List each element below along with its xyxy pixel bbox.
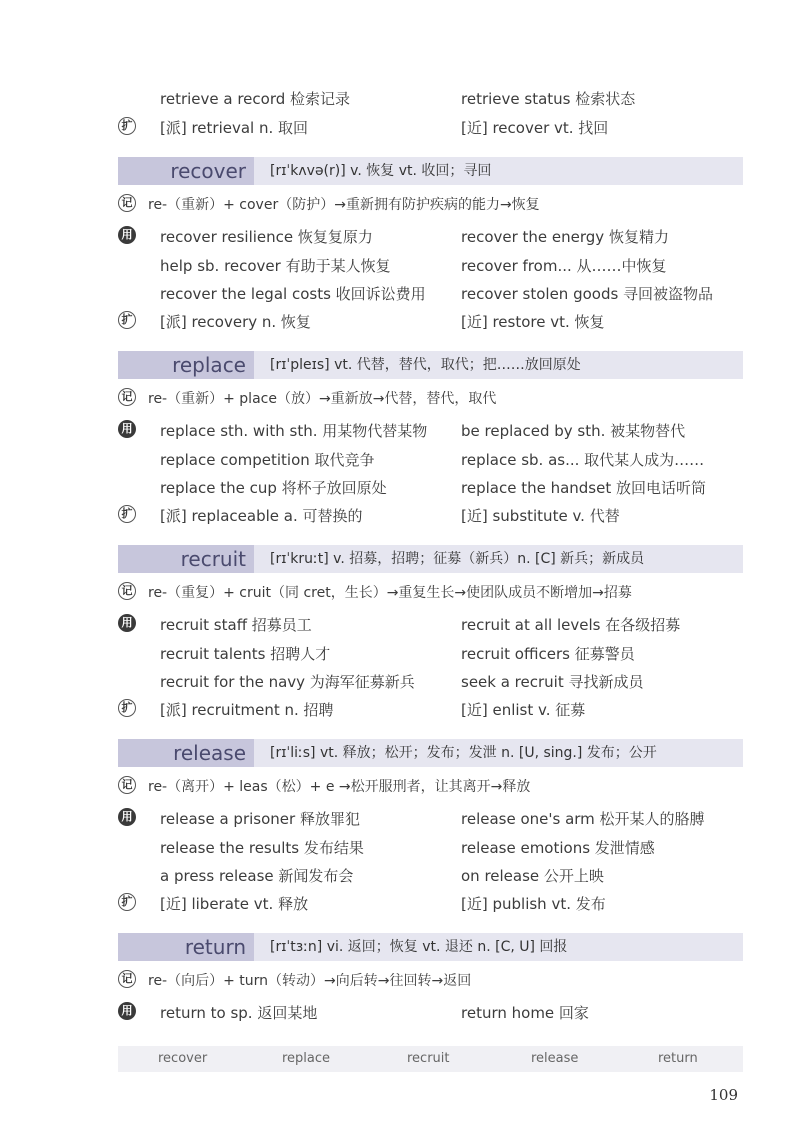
usage-phrase: release the results 发布结果 <box>160 839 364 857</box>
ext-phrase: [派] replaceable a. 可替换的 <box>160 507 363 525</box>
usage-phrase: a press release 新闻发布会 <box>160 867 354 885</box>
ext-row <box>118 505 743 531</box>
usage-phrase: recruit talents 招聘人才 <box>160 645 331 663</box>
headword: return <box>118 933 254 961</box>
usage-row <box>118 671 743 697</box>
ext-mark-icon: 扩 <box>118 699 136 717</box>
ext-phrase: [派] recovery n. 恢复 <box>160 313 311 331</box>
usage-phrase: help sb. recover 有助于某人恢复 <box>160 257 391 275</box>
ext-mark-icon: 扩 <box>118 505 136 523</box>
headword: recover <box>118 157 254 185</box>
top-usage-row <box>118 88 743 114</box>
ext-phrase: [派] retrieval n. 取回 <box>160 119 309 137</box>
ext-phrase: [近] restore vt. 恢复 <box>461 313 605 331</box>
definition: [rɪˈpleɪs] vt. 代替，替代，取代；把……放回原处 <box>270 357 581 373</box>
usage-phrase: be replaced by sth. 被某物替代 <box>461 422 686 440</box>
headword: recruit <box>118 545 254 573</box>
usage-row <box>118 226 743 252</box>
top-ext-row <box>118 117 743 143</box>
footer-word: return <box>658 1051 698 1066</box>
headword: replace <box>118 351 254 379</box>
usage-row <box>118 255 743 281</box>
usage-phrase: recover resilience 恢复复原力 <box>160 228 373 246</box>
usage-row <box>118 614 743 640</box>
definition: [rɪˈkʌvə(r)] v. 恢复 vt. 收回；寻回 <box>270 163 492 179</box>
ext-phrase: [近] recover vt. 找回 <box>461 119 609 137</box>
memory-mark-icon: 记 <box>118 970 136 988</box>
entry-header-return <box>118 933 743 961</box>
usage-phrase: return to sp. 返回某地 <box>160 1004 318 1022</box>
memory-row <box>118 776 743 802</box>
memory-row <box>118 194 743 220</box>
ext-phrase: [派] recruitment n. 招聘 <box>160 701 334 719</box>
usage-phrase: recover from... 从……中恢复 <box>461 257 667 275</box>
usage-phrase: replace the cup 将杯子放回原处 <box>160 479 387 497</box>
ext-mark-icon: 扩 <box>118 311 136 329</box>
usage-phrase: replace sth. with sth. 用某物代替某物 <box>160 422 428 440</box>
page-number: 109 <box>709 1086 738 1104</box>
ext-row <box>118 893 743 919</box>
usage-phrase: replace competition 取代竞争 <box>160 451 375 469</box>
ext-phrase: [近] enlist v. 征募 <box>461 701 586 719</box>
definition: [rɪˈtɜːn] vi. 返回；恢复 vt. 退还 n. [C, U] 回报 <box>270 939 568 955</box>
headword: release <box>118 739 254 767</box>
memory-row <box>118 970 743 996</box>
usage-row <box>118 643 743 669</box>
memory-text: re-（离开）+ leas（松）+ e →松开服刑者，让其离开→释放 <box>148 779 531 795</box>
memory-text: re-（重新）+ place（放）→重新放→代替，替代，取代 <box>148 391 497 407</box>
usage-phrase: retrieve a record 检索记录 <box>160 90 351 108</box>
footer-word: replace <box>282 1051 331 1066</box>
usage-row <box>118 865 743 891</box>
footer-word: recover <box>158 1051 208 1066</box>
usage-phrase: retrieve status 检索状态 <box>461 90 636 108</box>
usage-phrase: recover the energy 恢复精力 <box>461 228 669 246</box>
usage-phrase: recruit officers 征募警员 <box>461 645 635 663</box>
footer-word-strip <box>118 1046 743 1072</box>
entry-header-recover <box>118 157 743 185</box>
usage-phrase: return home 回家 <box>461 1004 589 1022</box>
usage-phrase: replace the handset 放回电话听筒 <box>461 479 706 497</box>
ext-row <box>118 699 743 725</box>
ext-row <box>118 311 743 337</box>
usage-phrase: recruit for the navy 为海军征募新兵 <box>160 673 415 691</box>
usage-mark-icon: 用 <box>118 614 136 632</box>
ext-mark-icon: 扩 <box>118 893 136 911</box>
memory-text: re-（重复）+ cruit（同 cret，生长）→重复生长→使团队成员不断增加→招募 <box>148 585 632 601</box>
entry-header-replace <box>118 351 743 379</box>
usage-phrase: release one's arm 松开某人的胳膊 <box>461 810 705 828</box>
memory-row <box>118 388 743 414</box>
entry-header-release <box>118 739 743 767</box>
usage-mark-icon: 用 <box>118 226 136 244</box>
memory-text: re-（重新）+ cover（防护）→重新拥有防护疾病的能力→恢复 <box>148 197 540 213</box>
usage-mark-icon: 用 <box>118 1002 136 1020</box>
usage-phrase: recover the legal costs 收回诉讼费用 <box>160 285 426 303</box>
usage-phrase: replace sb. as... 取代某人成为…… <box>461 451 705 469</box>
definition: [rɪˈliːs] vt. 释放；松开；发布；发泄 n. [U, sing.] 发布；公开 <box>270 745 657 761</box>
usage-phrase: recover stolen goods 寻回被盗物品 <box>461 285 714 303</box>
footer-word: recruit <box>407 1051 450 1066</box>
usage-row <box>118 449 743 475</box>
memory-text: re-（向后）+ turn（转动）→向后转→往回转→返回 <box>148 973 472 989</box>
usage-phrase: release a prisoner 释放罪犯 <box>160 810 360 828</box>
memory-row <box>118 582 743 608</box>
memory-mark-icon: 记 <box>118 582 136 600</box>
definition: [rɪˈkruːt] v. 招募，招聘；征募（新兵）n. [C] 新兵；新成员 <box>270 551 645 567</box>
usage-row <box>118 477 743 503</box>
usage-phrase: recruit at all levels 在各级招募 <box>461 616 681 634</box>
ext-phrase: [近] substitute v. 代替 <box>461 507 620 525</box>
memory-mark-icon: 记 <box>118 776 136 794</box>
usage-mark-icon: 用 <box>118 420 136 438</box>
usage-row <box>118 1002 743 1028</box>
entry-header-recruit <box>118 545 743 573</box>
memory-mark-icon: 记 <box>118 388 136 406</box>
usage-row <box>118 837 743 863</box>
usage-mark-icon: 用 <box>118 808 136 826</box>
usage-phrase: seek a recruit 寻找新成员 <box>461 673 644 691</box>
usage-row <box>118 420 743 446</box>
usage-row <box>118 808 743 834</box>
ext-mark-icon: 扩 <box>118 117 136 135</box>
footer-word: release <box>531 1051 579 1066</box>
ext-phrase: [近] liberate vt. 释放 <box>160 895 309 913</box>
usage-row <box>118 283 743 309</box>
usage-phrase: recruit staff 招募员工 <box>160 616 312 634</box>
ext-phrase: [近] publish vt. 发布 <box>461 895 606 913</box>
usage-phrase: release emotions 发泄情感 <box>461 839 655 857</box>
memory-mark-icon: 记 <box>118 194 136 212</box>
usage-phrase: on release 公开上映 <box>461 867 604 885</box>
